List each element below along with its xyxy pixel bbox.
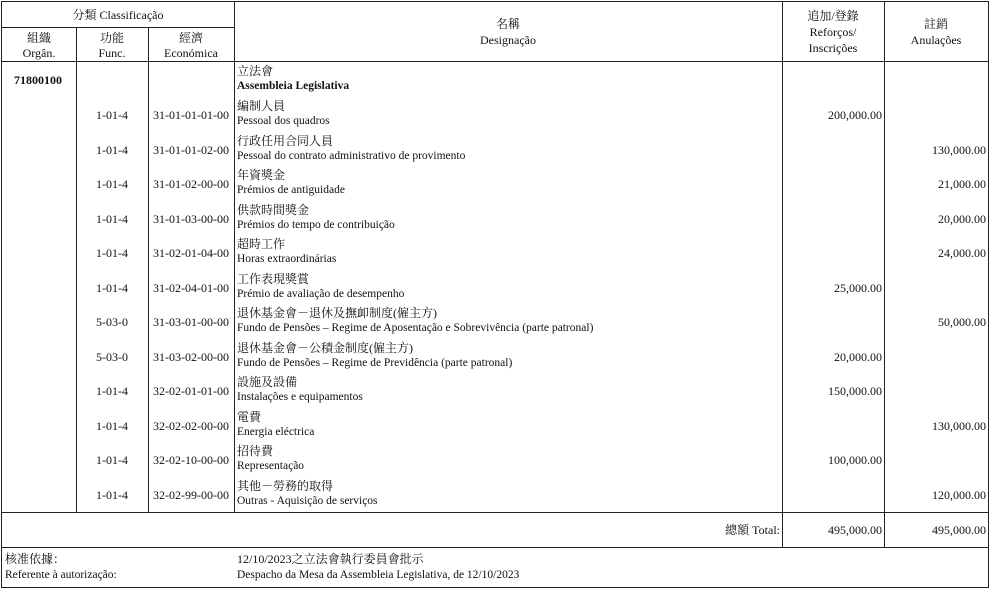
organ-code: 71800100 — [14, 73, 62, 87]
item-reinforcement: 20,000.00 — [834, 349, 882, 364]
func-code: 1-01-4 — [96, 108, 128, 122]
reinforcement-header-pt2: Inscrições — [808, 41, 858, 55]
func-code: 1-01-4 — [96, 418, 128, 433]
func-header-cn: 功能 — [99, 31, 124, 45]
econ-code: 31-01-03-00-00 — [153, 211, 229, 226]
item-name-cn: 供款時間獎金 — [237, 202, 310, 217]
func-code: 1-01-4 — [96, 177, 128, 191]
item-annulment: 20,000.00 — [938, 211, 986, 226]
econ-code: 31-02-01-04-00 — [153, 246, 229, 260]
item-reinforcement: 100,000.00 — [828, 453, 882, 467]
econ-code: 31-03-02-00-00 — [153, 349, 229, 364]
item-reinforcement: 200,000.00 — [828, 108, 882, 122]
econ-code: 32-02-01-01-00 — [153, 384, 229, 398]
item-name-pt: Pessoal dos quadros — [237, 115, 330, 127]
func-code: 5-03-0 — [96, 315, 128, 329]
classification-header: 分類 Classificação — [72, 8, 164, 22]
item-name-pt: Fundo de Pensões – Regime de Previdência (parte patronal) — [237, 356, 513, 369]
econ-code: 32-02-99-00-00 — [153, 487, 229, 502]
func-code: 1-01-4 — [96, 246, 128, 260]
designation-header-cn: 名稱 — [495, 17, 520, 31]
item-annulment: 130,000.00 — [932, 142, 986, 157]
item-annulment: 21,000.00 — [938, 177, 986, 191]
econ-header-cn: 經濟 — [178, 31, 203, 45]
econ-code: 31-02-04-01-00 — [153, 280, 229, 295]
total-reinforcement: 495,000.00 — [828, 523, 882, 537]
econ-code: 31-01-01-01-00 — [153, 108, 229, 122]
item-name-cn: 其他－勞務的取得 — [237, 478, 334, 493]
organ-name-pt: Assembleia Legislativa — [237, 80, 350, 92]
total-label: 總額 Total: — [725, 523, 780, 537]
econ-header-pt: Económica — [164, 46, 218, 60]
authorization-basis-pt: Referente à autorização: — [5, 569, 117, 581]
item-name-pt: Representação — [237, 460, 305, 472]
item-annulment: 24,000.00 — [938, 246, 986, 260]
item-name-cn: 工作表現獎賞 — [237, 271, 310, 286]
designation-header-pt: Designação — [480, 33, 536, 47]
reinforcement-header-cn: 追加/登錄 — [807, 9, 859, 23]
authorization-basis-cn: 核准依據： — [5, 552, 66, 566]
item-name-pt: Energia eléctrica — [237, 425, 315, 438]
total-annulment: 495,000.00 — [932, 523, 986, 537]
item-name-cn: 年資獎金 — [237, 168, 286, 182]
item-name-cn: 設施及設備 — [237, 375, 298, 389]
item-reinforcement: 25,000.00 — [834, 280, 882, 295]
func-code: 1-01-4 — [96, 487, 128, 502]
item-name-cn: 退休基金會－退休及撫卹制度(僱主方) — [237, 306, 437, 320]
func-code: 1-01-4 — [96, 142, 128, 157]
func-code: 5-03-0 — [96, 349, 128, 364]
item-name-pt: Prémios do tempo de contribuição — [237, 218, 395, 231]
annulment-header-pt: Anulações — [910, 33, 962, 47]
item-name-pt: Outras - Aquisição de serviços — [237, 494, 378, 507]
func-code: 1-01-4 — [96, 280, 128, 295]
annulment-header-cn: 註銷 — [923, 17, 948, 31]
item-name-pt: Instalações e equipamentos — [237, 391, 363, 403]
item-name-pt: Horas extraordinárias — [237, 253, 337, 265]
item-annulment: 120,000.00 — [932, 487, 986, 502]
organ-header-pt: Orgân. — [22, 46, 56, 60]
organ-header-cn: 組織 — [26, 31, 51, 45]
item-annulment: 50,000.00 — [938, 315, 986, 329]
econ-code: 32-02-02-00-00 — [153, 418, 229, 433]
item-name-cn: 電費 — [237, 409, 262, 424]
despacho-pt: Despacho da Mesa da Assembleia Legislativa, de 12/10/2023 — [237, 569, 520, 581]
func-header-pt: Func. — [98, 46, 126, 60]
item-name-pt: Fundo de Pensões – Regime de Aposentação e Sobrevivência (parte patronal) — [237, 322, 594, 334]
item-name-cn: 超時工作 — [237, 237, 286, 251]
item-name-pt: Prémio de avaliação de desempenho — [237, 287, 405, 300]
item-annulment: 130,000.00 — [932, 418, 986, 433]
func-code: 1-01-4 — [96, 211, 128, 226]
item-name-cn: 招待費 — [237, 444, 274, 458]
item-reinforcement: 150,000.00 — [828, 384, 882, 398]
econ-code: 31-03-01-00-00 — [153, 315, 229, 329]
reinforcement-header-pt1: Reforços/ — [809, 25, 857, 39]
econ-code: 32-02-10-00-00 — [153, 453, 229, 467]
econ-code: 31-01-01-02-00 — [153, 142, 229, 157]
despacho-cn: 12/10/2023之立法會執行委員會批示 — [237, 552, 424, 566]
item-name-pt: Pessoal do contrato administrativo de provimento — [237, 149, 466, 162]
func-code: 1-01-4 — [96, 384, 128, 398]
item-name-pt: Prémios de antiguidade — [237, 184, 345, 196]
econ-code: 31-01-02-00-00 — [153, 177, 229, 191]
item-name-cn: 退休基金會－公積金制度(僱主方) — [237, 340, 413, 355]
item-name-cn: 編制人員 — [237, 99, 286, 113]
func-code: 1-01-4 — [96, 453, 128, 467]
item-name-cn: 行政任用合同人員 — [237, 133, 334, 148]
organ-name-cn: 立法會 — [237, 64, 274, 78]
